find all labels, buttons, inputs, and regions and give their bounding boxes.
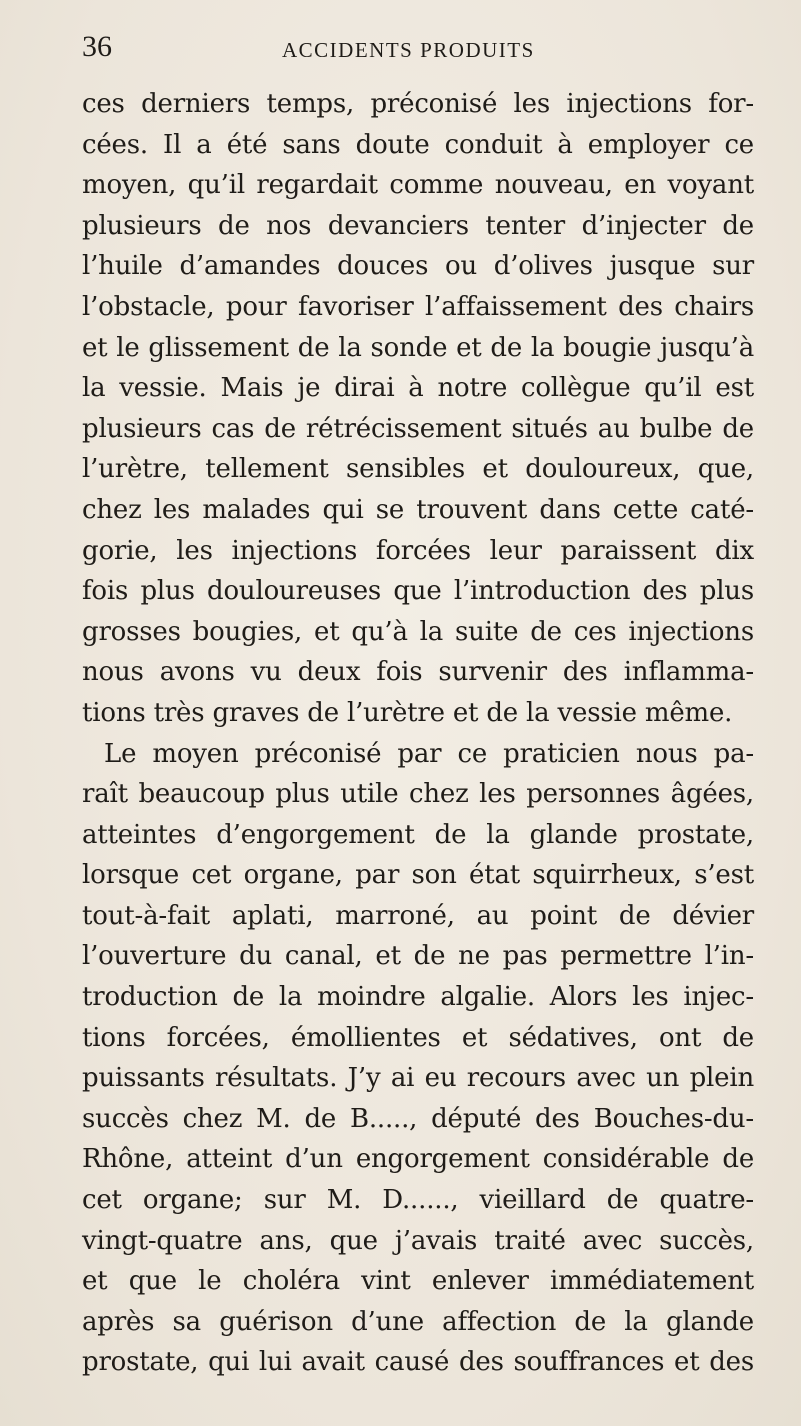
text-line: plusieurs cas de rétrécissement situés au bulbe de [82,413,754,444]
text-line: l’urètre, tellement sensibles et douloureux, que, [82,454,754,485]
text-line: plusieurs de nos devanciers tenter d’injecter de [82,210,754,241]
text-line: troduction de la moindre algalie. Alors les injec- [82,982,754,1013]
text-line: et le glissement de la sonde et de la bougie jusqu’à [82,332,754,363]
text-line: raît beaucoup plus utile chez les personnes âgées, [82,779,754,810]
body-text [82,84,754,1383]
text-line: cet organe; sur M. D......, vieillard de quatre- [82,1185,754,1216]
page-header [82,30,742,70]
text-line: cées. Il a été sans doute conduit à employer ce [82,129,754,160]
text-line: Le moyen préconisé par ce praticien nous pa- [104,738,754,769]
text-line: l’ouverture du canal, et de ne pas permettre l’in- [82,941,754,972]
text-line: nous avons vu deux fois survenir des inflamma- [82,657,754,688]
text-line: atteintes d’engorgement de la glande prostate, [82,819,754,850]
text-line: la vessie. Mais je dirai à notre collègue qu’il est [82,373,754,404]
text-line: chez les malades qui se trouvent dans cette caté- [82,494,754,525]
text-line: lorsque cet organe, par son état squirrheux, s’est [82,860,754,891]
text-line: tions très graves de l’urètre et de la vessie même. [82,697,733,728]
text-line: vingt-quatre ans, que j’avais traité avec succès, [82,1225,754,1256]
text-line: tout-à-fait aplati, marroné, au point de dévier [82,900,754,931]
text-line: succès chez M. de B....., député des Bouches-du- [82,1103,754,1134]
running-head: ACCIDENTS PRODUITS [282,38,535,62]
text-line: gorie, les injections forcées leur paraissent dix [82,535,754,566]
text-line: moyen, qu’il regardait comme nouveau, en voyant [82,170,754,201]
text-line: après sa guérison d’une affection de la glande [82,1306,754,1337]
text-line: prostate, qui lui avait causé des souffrances et des [82,1347,754,1378]
text-line: grosses bougies, et qu’à la suite de ces injections [82,616,754,647]
text-line: puissants résultats. J’y ai eu recours avec un plein [82,1063,754,1094]
text-line: Rhône, atteint d’un engorgement considérable de [82,1144,754,1175]
text-line: l’obstacle, pour favoriser l’affaissement des chairs [82,291,754,322]
text-line: ces derniers temps, préconisé les injections for- [82,89,754,119]
text-line: l’huile d’amandes douces ou d’olives jusque sur [82,251,754,282]
text-line: tions forcées, émollientes et sédatives, ont de [82,1022,754,1053]
text-line: fois plus douloureuses que l’introduction des plus [82,576,754,607]
page-number: 36 [82,30,112,63]
text-line: et que le choléra vint enlever immédiatement [82,1266,754,1297]
